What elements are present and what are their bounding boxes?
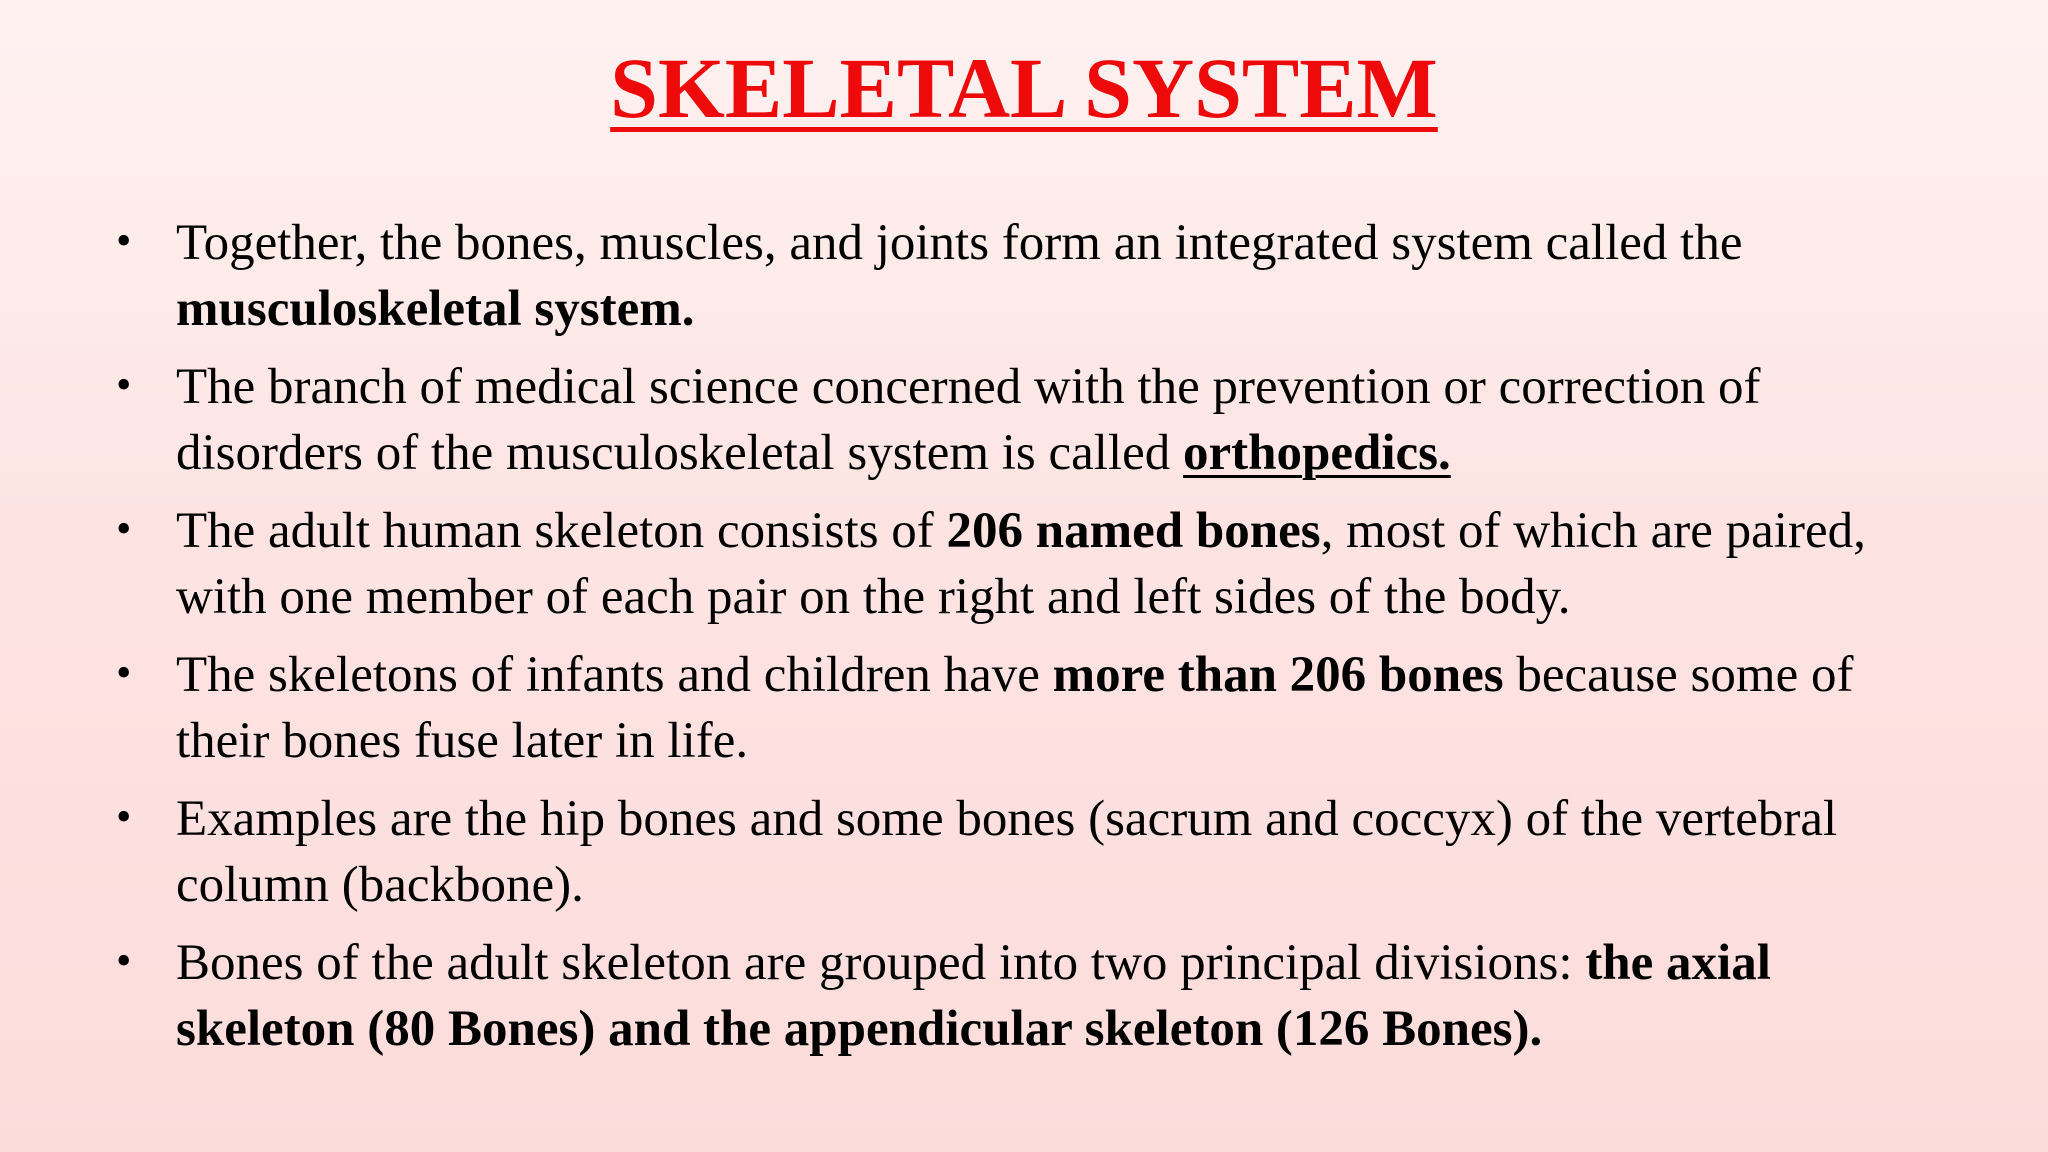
slide-title-text: SKELETAL SYSTEM xyxy=(610,40,1438,136)
bullet-1-bold: musculoskeletal system. xyxy=(176,281,695,337)
bullet-4-bold: more than 206 bones xyxy=(1052,647,1504,703)
bullet-6-text: Bones of the adult skeleton are grouped into two principal divisions: xyxy=(176,935,1586,991)
bullet-icon: • xyxy=(116,648,132,697)
bullet-item-6 xyxy=(116,930,1936,1062)
bullet-1-text: Together, the bones, muscles, and joints form an integrated system called the xyxy=(176,215,1743,271)
bullet-item-3 xyxy=(116,498,1936,630)
bullet-item-1 xyxy=(116,210,1936,342)
bullet-icon: • xyxy=(116,504,132,553)
bullet-icon: • xyxy=(116,360,132,409)
bullet-2-bold-underline: orthopedics. xyxy=(1183,425,1451,481)
bullet-icon: • xyxy=(116,792,132,841)
bullet-3-bold: 206 named bones xyxy=(946,503,1321,559)
bullet-list xyxy=(116,210,1936,1074)
bullet-2-text: The branch of medical science concerned with the prevention or correction of disorders of the musculoskeletal system is called xyxy=(176,359,1761,481)
slide-title xyxy=(0,38,2048,138)
bullet-icon: • xyxy=(116,936,132,985)
bullet-6-bold: the axial skeleton (80 Bones) and the appendicular skeleton (126 Bones). xyxy=(176,935,1771,1057)
bullet-item-5 xyxy=(116,786,1936,918)
bullet-5-text: Examples are the hip bones and some bones (sacrum and coccyx) of the vertebral column (backbone). xyxy=(176,791,1838,913)
bullet-3-text-b: , most of which are paired, with one member of each pair on the right and left sides of the body. xyxy=(176,503,1866,625)
bullet-icon: • xyxy=(116,216,132,265)
bullet-4-text-b: because some of their bones fuse later in life. xyxy=(176,647,1854,769)
bullet-4-text-a: The skeletons of infants and children have xyxy=(176,647,1053,703)
bullet-item-4 xyxy=(116,642,1936,774)
bullet-3-text-a: The adult human skeleton consists of xyxy=(176,503,947,559)
bullet-item-2 xyxy=(116,354,1936,486)
